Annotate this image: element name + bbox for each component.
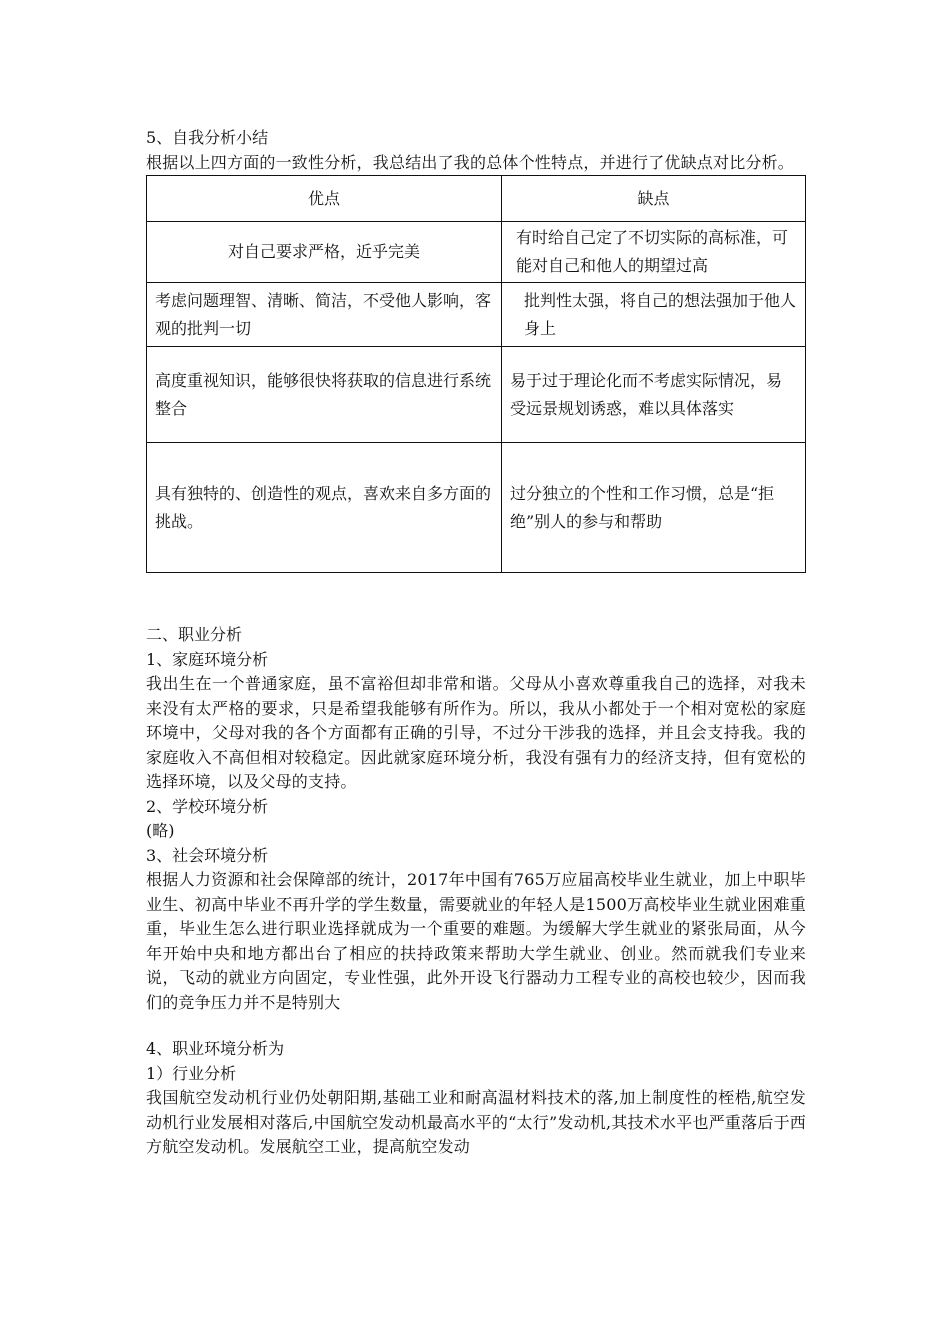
pro-cell: 对自己要求严格，近乎完美 <box>147 222 502 283</box>
section5-intro: 根据以上四方面的一致性分析，我总结出了我的总体个性特点，并进行了优缺点对比分析。 <box>146 152 795 172</box>
family-text: 我出生在一个普通家庭，虽不富裕但却非常和谐。父母从小喜欢尊重我自己的选择，对我未来没有太严格的要求，只是希望我能够有所作为。所以，我从小都处于一个相对宽松的家庭环境中，父母对我的各个方面都有正确的引导，不过分干涉我的选择，并且会支持我。我的家庭收入不高但相对较稳定。因此就家庭环境分析，我没有强有力的经济支持，但有宽松的选择环境，以及父母的支持。 <box>146 674 806 791</box>
society-heading: 3、社会环境分析 <box>146 845 269 865</box>
pro-cell: 考虑问题理智、清晰、简洁，不受他人影响，客观的批判一切 <box>147 283 502 347</box>
table-row <box>147 283 806 347</box>
family-heading: 1、家庭环境分析 <box>146 649 269 669</box>
con-cell: 批判性太强，将自己的想法强加于他人身上 <box>502 283 806 347</box>
career-heading: 二、职业分析 <box>146 625 243 644</box>
industry-text: 我国航空发动机行业仍处朝阳期,基础工业和耐高温材料技术的落,加上制度性的桎梏,航空发动机行业发展相对落后,中国航空发动机最高水平的“太行”发动机,其技术水平也严重落后于西方航空发动机。发展航空工业，提高航空发动 <box>146 1088 806 1156</box>
pro-cell: 高度重视知识，能够很快将获取的信息进行系统整合 <box>147 347 502 443</box>
header-pros: 优点 <box>147 176 502 222</box>
con-cell: 易于过于理论化而不考虑实际情况，易受远景规划诱惑，难以具体落实 <box>502 347 806 443</box>
occupation-heading: 4、职业环境分析为 <box>146 1039 285 1058</box>
table-row <box>147 222 806 283</box>
industry-heading: 1）行业分析 <box>146 1063 237 1083</box>
pros-cons-table <box>146 175 806 573</box>
table-header-row <box>147 176 806 222</box>
society-text: 根据人力资源和社会保障部的统计，2017年中国有765万应届高校毕业生就业，加上中职毕业生、初高中毕业不再升学的学生数量，需要就业的年轻人是1500万高校毕业生就业困难重重，毕业生怎么进行职业选择就成为一个重要的难题。为缓解大学生就业的紧张局面，从今年开始中央和地方都出台了相应的扶持政策来帮助大学生就业、创业。然而就我们专业来说，飞动的就业方向固定，专业性强，此外开设飞行器动力工程专业的高校也较少，因而我们的竞争压力并不是特别大 <box>146 870 806 1012</box>
con-cell: 有时给自己定了不切实际的高标准，可能对自己和他人的期望过高 <box>502 222 806 283</box>
document-page <box>146 126 806 1160</box>
con-cell: 过分独立的个性和工作习惯，总是“拒绝”别人的参与和帮助 <box>502 443 806 573</box>
section5-heading: 5、自我分析小结 <box>146 128 269 147</box>
header-cons: 缺点 <box>502 176 806 222</box>
table-row <box>147 347 806 443</box>
table-row <box>147 443 806 573</box>
pro-cell: 具有独特的、创造性的观点，喜欢来自多方面的挑战。 <box>147 443 502 573</box>
school-text: (略) <box>146 821 175 840</box>
school-heading: 2、学校环境分析 <box>146 796 269 816</box>
